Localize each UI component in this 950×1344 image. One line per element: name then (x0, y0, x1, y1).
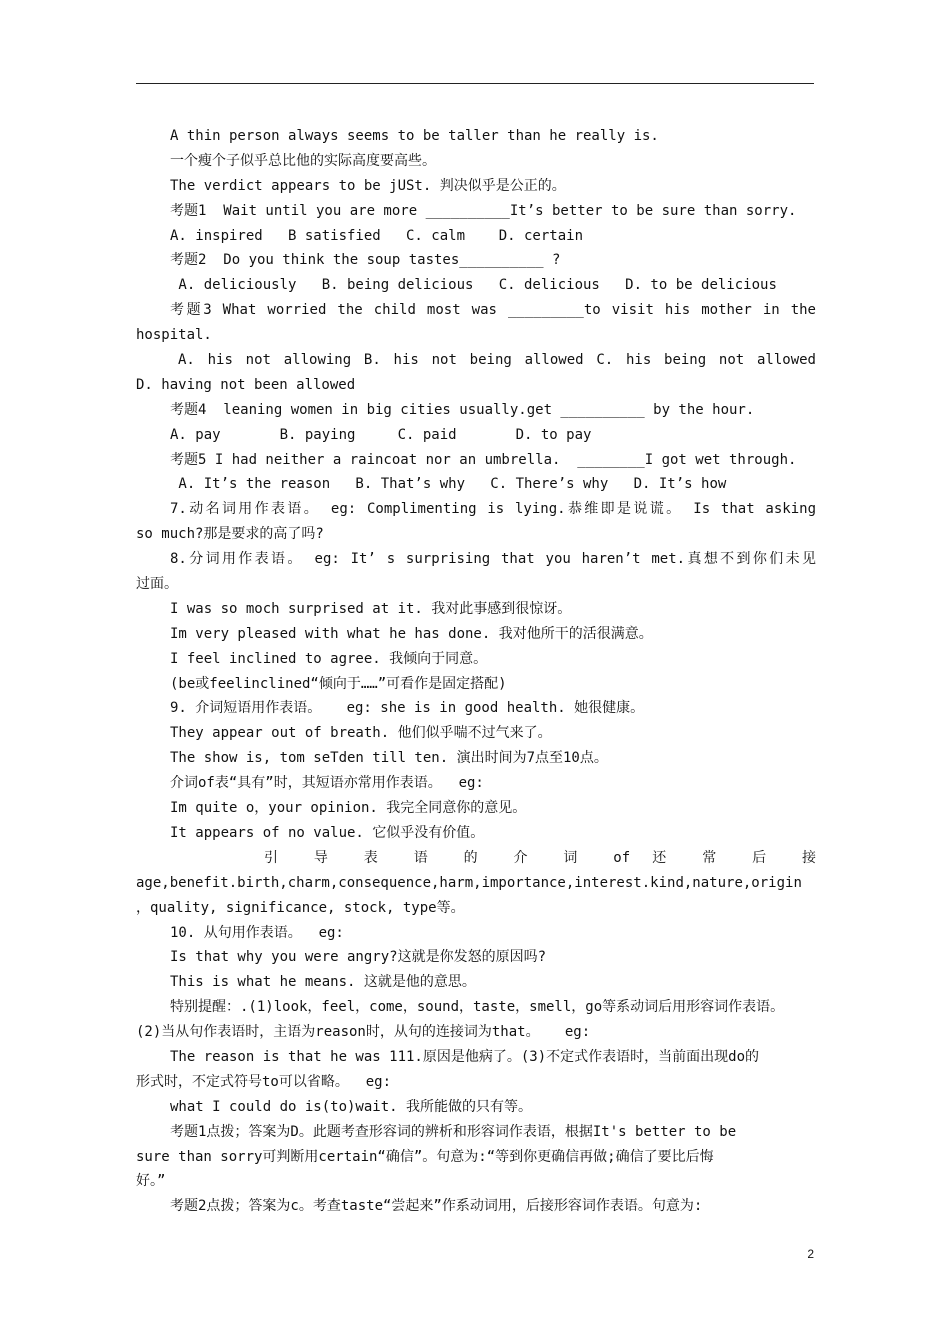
text-line: The reason is that he was 111.原因是他病了。(3)不定式作表语时，当前面出现do的 (170, 1048, 760, 1065)
text-line: 考题3 What worried the child most was _________to visit his mother in the (170, 302, 816, 319)
text-line: A thin person always seems to be taller than he really is. (170, 128, 659, 144)
text-line: age,benefit.birth,charm,consequence,harm,importance,interest.kind,nature,origin (136, 874, 802, 891)
text-line: 9. 介词短语用作表语。 eg: she is in good health. 她很健康。 (170, 700, 645, 717)
text-line: Is that why you were angry?这就是你发怒的原因吗? (170, 949, 547, 966)
text-line: Im very pleased with what he has done. 我对他所干的活很满意。 (170, 625, 653, 642)
text-line: A. inspired B satisfied C. calm D. certain (170, 227, 584, 244)
text-line: hospital. (136, 327, 212, 344)
text-line: 好。” (136, 1173, 166, 1190)
text-line: (2)当从句作表语时，主语为reason时，从句的连接词为that。 eg: (136, 1024, 591, 1041)
text-line: 引 导 表 语 的 介 词 of 还 常 后 接 (264, 849, 816, 866)
text-line: 考题2点拨；答案为c。考查taste“尝起来”作系动词用，后接形容词作表语。句意为: (170, 1198, 703, 1215)
text-line: A. deliciously B. being delicious C. delicious D. to be delicious (170, 277, 777, 294)
text-line: ，quality, significance, stock, type等。 (136, 899, 465, 916)
text-line: so much?那是要求的高了吗? (136, 526, 324, 543)
text-line: 形式时，不定式符号to可以省略。 eg: (136, 1073, 392, 1090)
text-line: 考题1 Wait until you are more __________It’s better to be sure than sorry. (170, 202, 797, 219)
text-line: 10. 从句用作表语。 eg: (170, 924, 344, 941)
text-line: It appears of no value. 它似乎没有价值。 (170, 824, 485, 841)
text-line: I feel inclined to agree. 我倾向于同意。 (170, 650, 488, 667)
text-line: D. having not been allowed (136, 376, 356, 393)
text-line: (be或feelinclined“倾向于……”可看作是固定搭配) (170, 675, 507, 692)
page-number: 2 (807, 1247, 814, 1261)
text-line: sure than sorry可判断用certain“确信”。句意为:“等到你更确信再做;确信了要比后悔 (136, 1148, 714, 1165)
text-line: 特别提醒：.(1)look，feel，come，sound，taste，smell，go等系动词后用形容词作表语。 (170, 999, 785, 1016)
text-line: I was so moch surprised at it. 我对此事感到很惊讶。 (170, 600, 572, 617)
text-line: 过面。 (136, 576, 178, 593)
text-line: 考题4 leaning women in big cities usually.get __________ by the hour. (170, 401, 755, 418)
text-line: Im quite o，your opinion. 我完全同意你的意见。 (170, 800, 527, 817)
text-line: 8.分词用作表语。 eg: It’ s surprising that you haren’t met.真想不到你们未见 (170, 551, 816, 568)
text-line: A. pay B. paying C. paid D. to pay (170, 426, 592, 443)
header-rule (136, 83, 814, 84)
text-line: They appear out of breath. 他们似乎喘不过气来了。 (170, 725, 552, 742)
document-body (136, 124, 816, 1219)
text-line: A. his not allowing B. his not being allowed C. his being not allowed (178, 352, 816, 369)
text-line: 介词of表“具有”时，其短语亦常用作表语。 eg: (170, 775, 484, 792)
text-line: 7.动名词用作表语。 eg: Complimenting is lying.恭维即是说谎。 Is that asking (170, 501, 816, 518)
text-line: This is what he means. 这就是他的意思。 (170, 974, 476, 991)
text-line: A. It’s the reason B. That’s why C. There’s why D. It’s how (170, 476, 727, 493)
text-line: what I could do is(to)wait. 我所能做的只有等。 (170, 1098, 533, 1115)
text-line: The show is, tom seTden till ten. 演出时间为7点至10点。 (170, 750, 608, 767)
text-line: 考题5 I had neither a raincoat nor an umbrella. ________I got wet through. (170, 451, 797, 468)
text-line: 考题2 Do you think the soup tastes__________ ? (170, 252, 561, 269)
text-line: 考题1点拨；答案为D。此题考查形容词的辨析和形容词作表语，根据It's better to be (170, 1123, 737, 1140)
text-line: The verdict appears to be jUSt. 判决似乎是公正的。 (170, 177, 566, 194)
text-line: 一个瘦个子似乎总比他的实际高度要高些。 (170, 152, 436, 169)
